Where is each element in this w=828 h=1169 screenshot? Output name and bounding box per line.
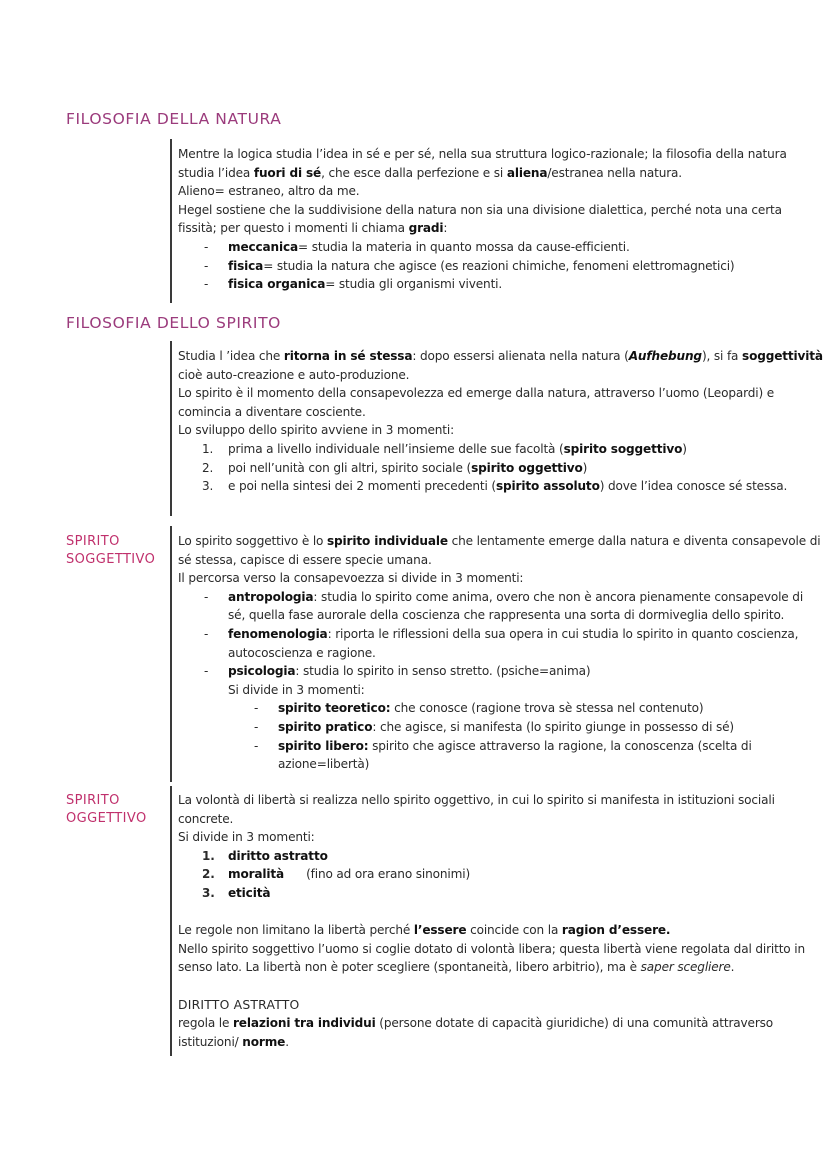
dash-marker: - bbox=[204, 589, 209, 604]
list-number: 1. bbox=[202, 848, 215, 863]
list-number: 1. bbox=[202, 441, 214, 456]
list-item: 2. moralità (fino ad ora erano sinonimi) bbox=[178, 865, 768, 884]
list-item: - antropologia: studia lo spirito come anima, overo che non è ancora pienamente consapevole di bbox=[178, 588, 768, 607]
list-item: - fisica organica= studia gli organismi viventi. bbox=[178, 275, 768, 294]
margin-line bbox=[170, 341, 172, 516]
side-label-soggettivo: SPIRITO SOGGETTIVO bbox=[66, 534, 156, 567]
list-number: 3. bbox=[202, 479, 214, 494]
list-item: 1. prima a livello individuale nell’insieme delle sue facoltà (spirito soggettivo) bbox=[178, 440, 768, 459]
text-line: Lo sviluppo dello spirito avviene in 3 momenti: bbox=[178, 423, 455, 438]
text-line: Mentre la logica studia l’idea in sé e per sé, nella sua struttura logico-razionale; la filosofia della natura bbox=[178, 147, 787, 161]
text-line: comincia a diventare cosciente. bbox=[178, 404, 366, 419]
text-line: Hegel sostiene che la suddivisione della natura non sia una divisione dialettica, perché nota una certa bbox=[178, 202, 782, 217]
section-body-soggettivo bbox=[178, 532, 821, 774]
margin-line bbox=[170, 139, 172, 303]
list-item: - psicologia: studia lo spirito in senso stretto. (psiche=anima) bbox=[178, 662, 768, 681]
list-item: 3. eticità bbox=[178, 884, 768, 903]
text-line: studia l’idea fuori di sé, che esce dalla perfezione e si aliena/estranea nella natura. bbox=[178, 165, 683, 180]
text-line: Alieno= estraneo, altro da me. bbox=[178, 184, 360, 199]
text-line: sé stessa, capisce di essere specie umana. bbox=[178, 552, 432, 567]
text-line: sé, quella fase aurorale della coscienza che rappresenta una sorta di dormiveglia dello spirito. bbox=[228, 608, 785, 623]
text-line: Si divide in 3 momenti: bbox=[178, 830, 315, 845]
dash-marker: - bbox=[254, 701, 259, 716]
dash-marker: - bbox=[204, 664, 209, 679]
text-line: La volontà di libertà si realizza nello spirito oggettivo, in cui lo spirito si manifesta in istituzioni sociali bbox=[178, 793, 775, 807]
text-line: Si divide in 3 momenti: bbox=[228, 682, 365, 697]
text-line: Lo spirito è il momento della consapevolezza ed emerge dalla natura, attraverso l’uomo (Leopardi) e bbox=[178, 386, 775, 401]
dash-marker: - bbox=[204, 239, 209, 254]
list-number: 3. bbox=[202, 885, 215, 900]
list-number: 2. bbox=[202, 867, 215, 882]
section-body-natura bbox=[178, 145, 787, 294]
text-line: Il percorsa verso la consapevoezza si divide in 3 momenti: bbox=[178, 571, 524, 586]
dash-marker: - bbox=[254, 738, 259, 753]
section-title-spirito: FILOSOFIA DELLO SPIRITO bbox=[66, 314, 281, 332]
text-line: istituzioni/ norme. bbox=[178, 1034, 289, 1049]
list-number: 2. bbox=[202, 460, 214, 475]
dash-marker: - bbox=[204, 258, 209, 273]
dash-marker: - bbox=[204, 277, 209, 292]
section-title-natura: FILOSOFIA DELLA NATURA bbox=[66, 110, 282, 128]
section-body-oggettivo bbox=[178, 791, 805, 1051]
list-item: - fisica= studia la natura che agisce (es reazioni chimiche, fenomeni elettromagnetici) bbox=[178, 257, 768, 276]
dash-marker: - bbox=[254, 719, 259, 734]
margin-line bbox=[170, 526, 172, 782]
text-line: autocoscienza e ragione. bbox=[228, 645, 376, 660]
list-item: - spirito libero: spirito che agisce attraverso la ragione, la conoscenza (scelta di bbox=[178, 737, 768, 756]
side-label-oggettivo: SPIRITO OGGETTIVO bbox=[66, 793, 147, 826]
text-line: Nello spirito soggettivo l’uomo si coglie dotato di volontà libera; questa libertà viene regolata dal diritto in bbox=[178, 941, 805, 956]
dash-marker: - bbox=[204, 626, 209, 641]
section-body-spirito bbox=[178, 347, 823, 496]
list-item: 1. diritto astratto bbox=[178, 847, 768, 866]
text-line: concrete. bbox=[178, 811, 234, 826]
text-line: Lo spirito soggettivo è lo spirito individuale che lentamente emerge dalla natura e diventa consapevole di bbox=[178, 534, 821, 548]
text-line: fissità; per questo i momenti li chiama gradi: bbox=[178, 221, 448, 236]
list-item: - meccanica= studia la materia in quanto mossa da cause-efficienti. bbox=[178, 238, 768, 257]
subheading-diritto-astratto: DIRITTO ASTRATTO bbox=[178, 996, 300, 1012]
list-item: - spirito teoretico: che conosce (ragione trova sè stessa nel contenuto) bbox=[178, 699, 768, 718]
text-line: cioè auto-creazione e auto-produzione. bbox=[178, 367, 410, 382]
text-line: regola le relazioni tra individui (persone dotate di capacità giuridiche) di una comunità attraverso bbox=[178, 1016, 774, 1031]
text-line: senso lato. La libertà non è poter scegliere (spontaneità, libero arbitrio), ma è saper scegliere. bbox=[178, 960, 735, 975]
margin-line bbox=[170, 786, 172, 1056]
text-line: Studia l ’idea che ritorna in sé stessa: dopo essersi alienata nella natura (Aufhebung), si fa soggettività bbox=[178, 349, 823, 363]
text-line: Le regole non limitano la libertà perché l’essere coincide con la ragion d’essere. bbox=[178, 923, 671, 938]
list-item: 3. e poi nella sintesi dei 2 momenti precedenti (spirito assoluto) dove l’idea conosce sé stessa. bbox=[178, 477, 768, 496]
list-item: - fenomenologia: riporta le riflessioni della sua opera in cui studia lo spirito in quanto coscienza, bbox=[178, 625, 768, 644]
text-line: azione=libertà) bbox=[278, 757, 370, 772]
list-item: - spirito pratico: che agisce, si manifesta (lo spirito giunge in possesso di sé) bbox=[178, 718, 768, 737]
list-item: 2. poi nell’unità con gli altri, spirito sociale (spirito oggettivo) bbox=[178, 459, 768, 478]
